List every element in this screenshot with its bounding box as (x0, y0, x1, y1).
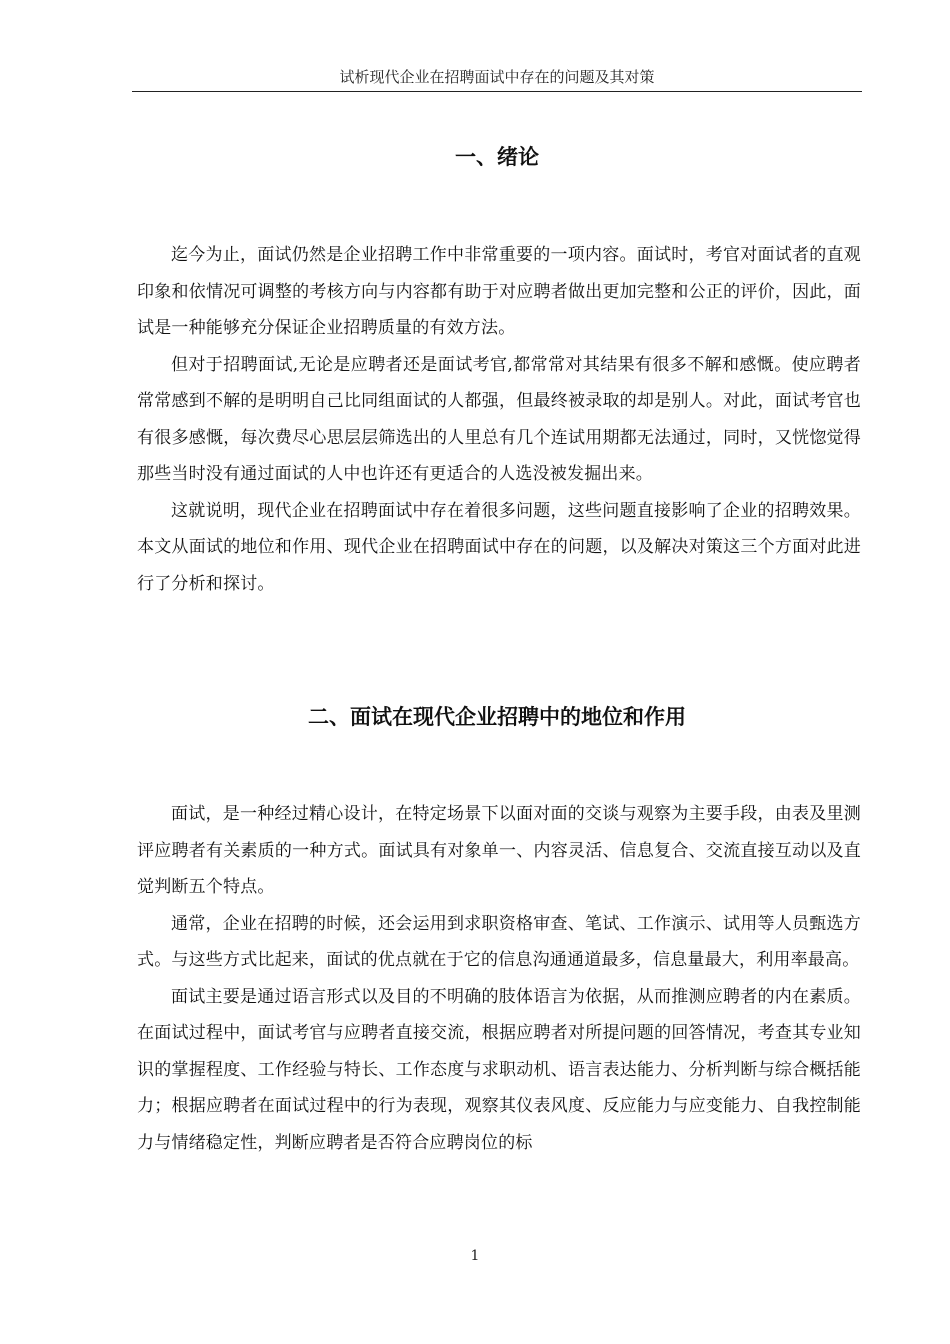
page-number: 1 (470, 1248, 480, 1264)
section-body-role-of-interview (137, 796, 861, 1161)
paragraph: 通常，企业在招聘的时候，还会运用到求职资格审查、笔试、工作演示、试用等人员甄选方式。与这些方式比起来，面试的优点就在于它的信息沟通通道最多，信息量最大，利用率最高。 (137, 913, 861, 970)
header-divider (132, 91, 862, 92)
paragraph: 迄今为止，面试仍然是企业招聘工作中非常重要的一项内容。面试时，考官对面试者的直观印象和依情况可调整的考核方向与内容都有助于对应聘者做出更加完整和公正的评价，因此，面试是一种能够充分保证企业招聘质量的有效方法。 (137, 245, 861, 338)
paragraph: 但对于招聘面试,无论是应聘者还是面试考官,都常常对其结果有很多不解和感慨。使应聘者常常感到不解的是明明自己比同组面试的人都强，但最终被录取的却是别人。对此，面试考官也有很多感慨，每次费尽心思层层筛选出的人里总有几个连试用期都无法通过，同时，又恍惚觉得那些当时没有通过面试的人中也许还有更适合的人选没被发掘出来。 (137, 354, 861, 484)
paragraph: 面试，是一种经过精心设计，在特定场景下以面对面的交谈与观察为主要手段，由表及里测评应聘者有关素质的一种方式。面试具有对象单一、内容灵活、信息复合、交流直接互动以及直觉判断五个特点。 (137, 804, 861, 897)
section-title-role-of-interview: 二、面试在现代企业招聘中的地位和作用 (308, 705, 686, 729)
section-title-introduction: 一、绪论 (455, 145, 539, 169)
section-body-introduction (137, 237, 861, 602)
running-header: 试析现代企业在招聘面试中存在的问题及其对策 (339, 68, 655, 86)
paragraph: 面试主要是通过语言形式以及目的不明确的肢体语言为依据，从而推测应聘者的内在素质。在面试过程中，面试考官与应聘者直接交流，根据应聘者对所提问题的回答情况，考查其专业知识的掌握程度、工作经验与特长、工作态度与求职动机、语言表达能力、分析判断与综合概括能力；根据应聘者在面试过程中的行为表现，观察其仪表风度、反应能力与应变能力、自我控制能力与情绪稳定性，判断应聘者是否符合应聘岗位的标 (137, 986, 861, 1153)
paragraph: 这就说明，现代企业在招聘面试中存在着很多问题，这些问题直接影响了企业的招聘效果。本文从面试的地位和作用、现代企业在招聘面试中存在的问题，以及解决对策这三个方面对此进行了分析和探讨。 (137, 500, 861, 594)
